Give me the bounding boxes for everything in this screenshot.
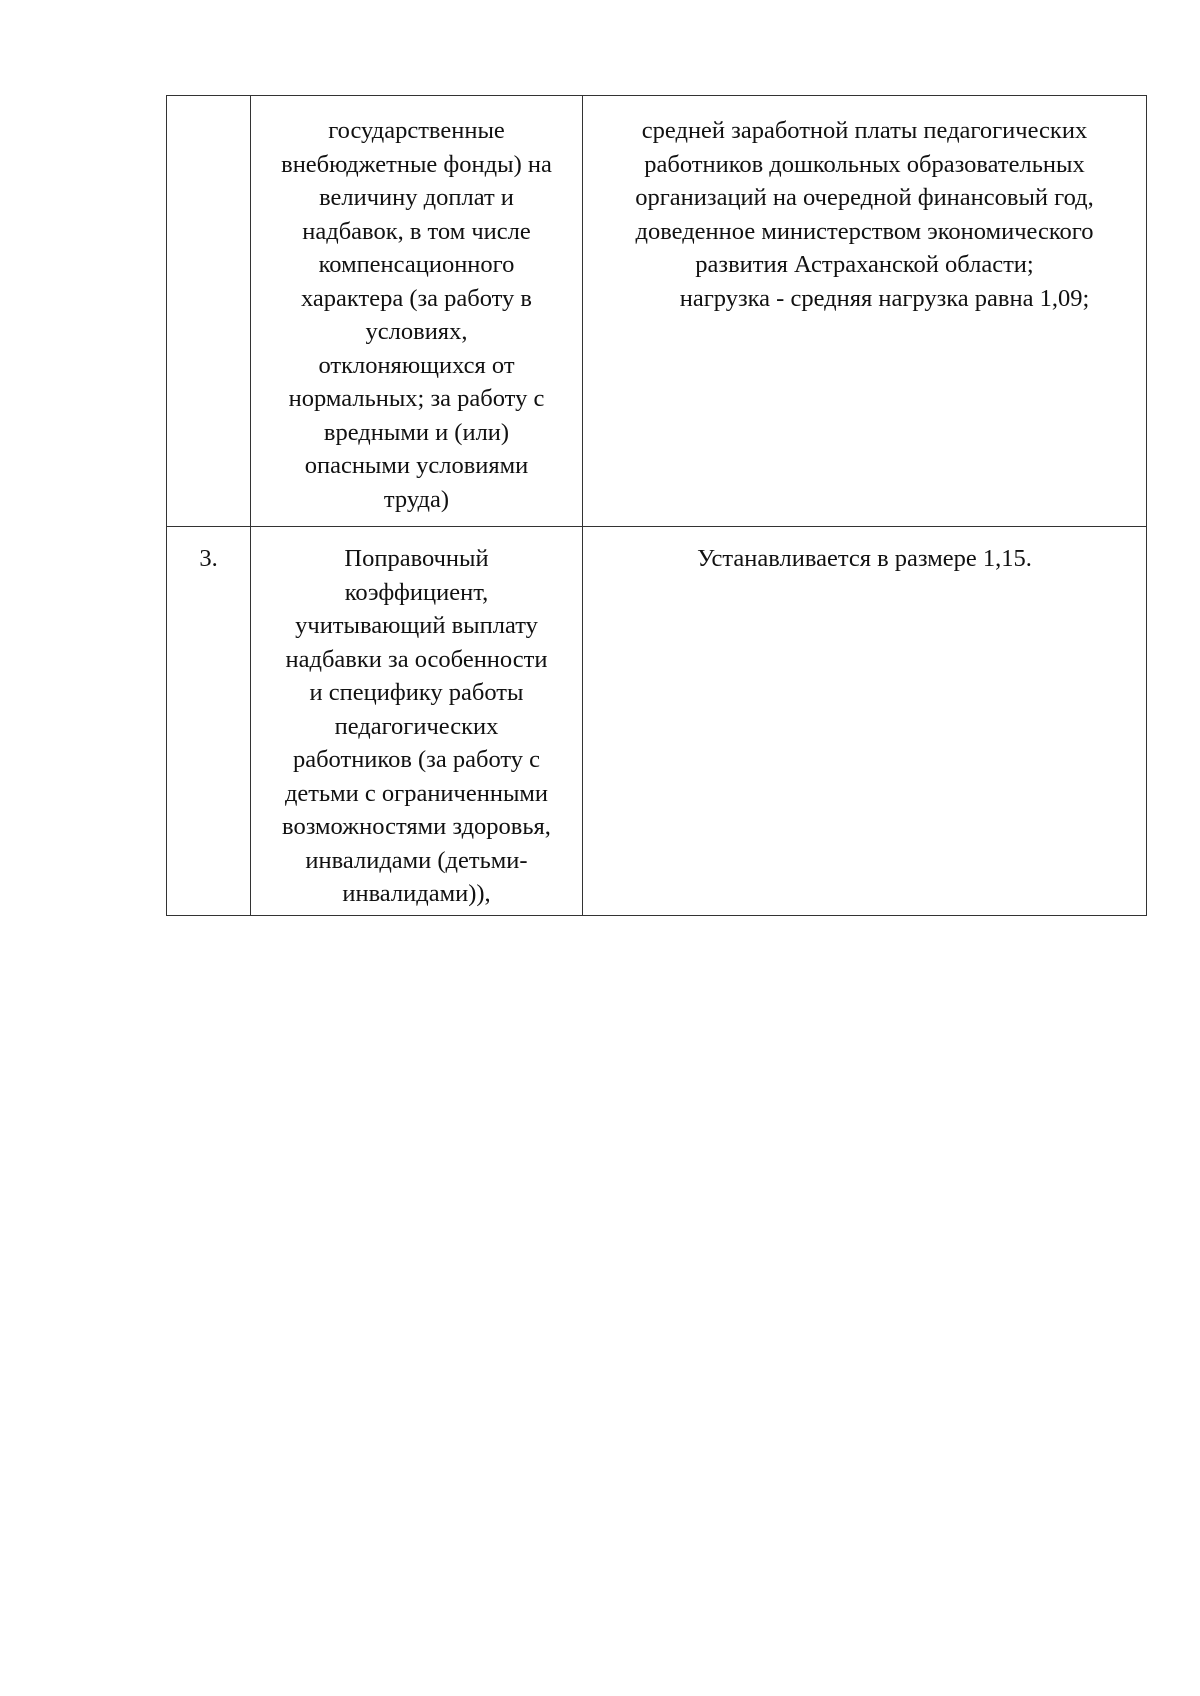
name-line: отклоняющихся от <box>318 351 515 379</box>
description-line: нагрузка - средняя нагрузка равна 1,09; <box>679 284 1090 312</box>
name-line: учитывающий выплату <box>295 612 538 639</box>
name-line: работников (за работу с <box>292 746 541 773</box>
name-line: Поправочный <box>344 545 489 572</box>
row-description-cell <box>583 527 1147 916</box>
description-line: доведенное министерством экономического <box>635 217 1094 245</box>
name-line: опасными условиями <box>304 452 529 479</box>
name-line: возможностями здоровья, <box>282 813 551 840</box>
name-line: вредными и (или) <box>323 418 510 446</box>
name-line: труда) <box>383 485 450 513</box>
name-line: надбавки за особенности <box>285 645 548 673</box>
row-name-cell <box>251 96 583 527</box>
table-row <box>167 527 1147 916</box>
coefficients-table <box>166 95 1147 916</box>
description-line: организаций на очередной финансовый год, <box>635 184 1094 211</box>
name-line: нормальных; за работу с <box>288 385 545 412</box>
row-number: 3. <box>199 545 218 572</box>
description-line: Устанавливается в размере 1,15. <box>697 545 1032 572</box>
name-line: коэффициент, <box>344 578 489 606</box>
name-line: надбавок, в том числе <box>302 217 531 245</box>
name-line: инвалидами (детьми- <box>305 846 528 874</box>
name-line: внебюджетные фонды) на <box>281 150 552 178</box>
row-description-cell <box>583 96 1147 527</box>
row-number-cell <box>167 527 251 916</box>
table-row <box>167 96 1147 527</box>
name-line: характера (за работу в <box>300 284 532 312</box>
name-line: детьми с ограниченными <box>284 779 549 807</box>
name-line: условиях, <box>365 318 468 345</box>
name-line: компенсационного <box>318 251 515 278</box>
name-line: инвалидами)), <box>342 880 491 907</box>
description-line: средней заработной платы педагогических <box>641 117 1088 144</box>
name-line: государственные <box>328 117 505 144</box>
name-line: и специфику работы <box>309 679 524 706</box>
description-line: развития Астраханской области; <box>695 251 1034 278</box>
row-name-cell <box>251 527 583 916</box>
name-line: величину доплат и <box>319 184 514 211</box>
name-line: педагогических <box>334 712 499 740</box>
description-line: работников дошкольных образовательных <box>644 150 1085 178</box>
row-number-cell <box>167 96 251 527</box>
